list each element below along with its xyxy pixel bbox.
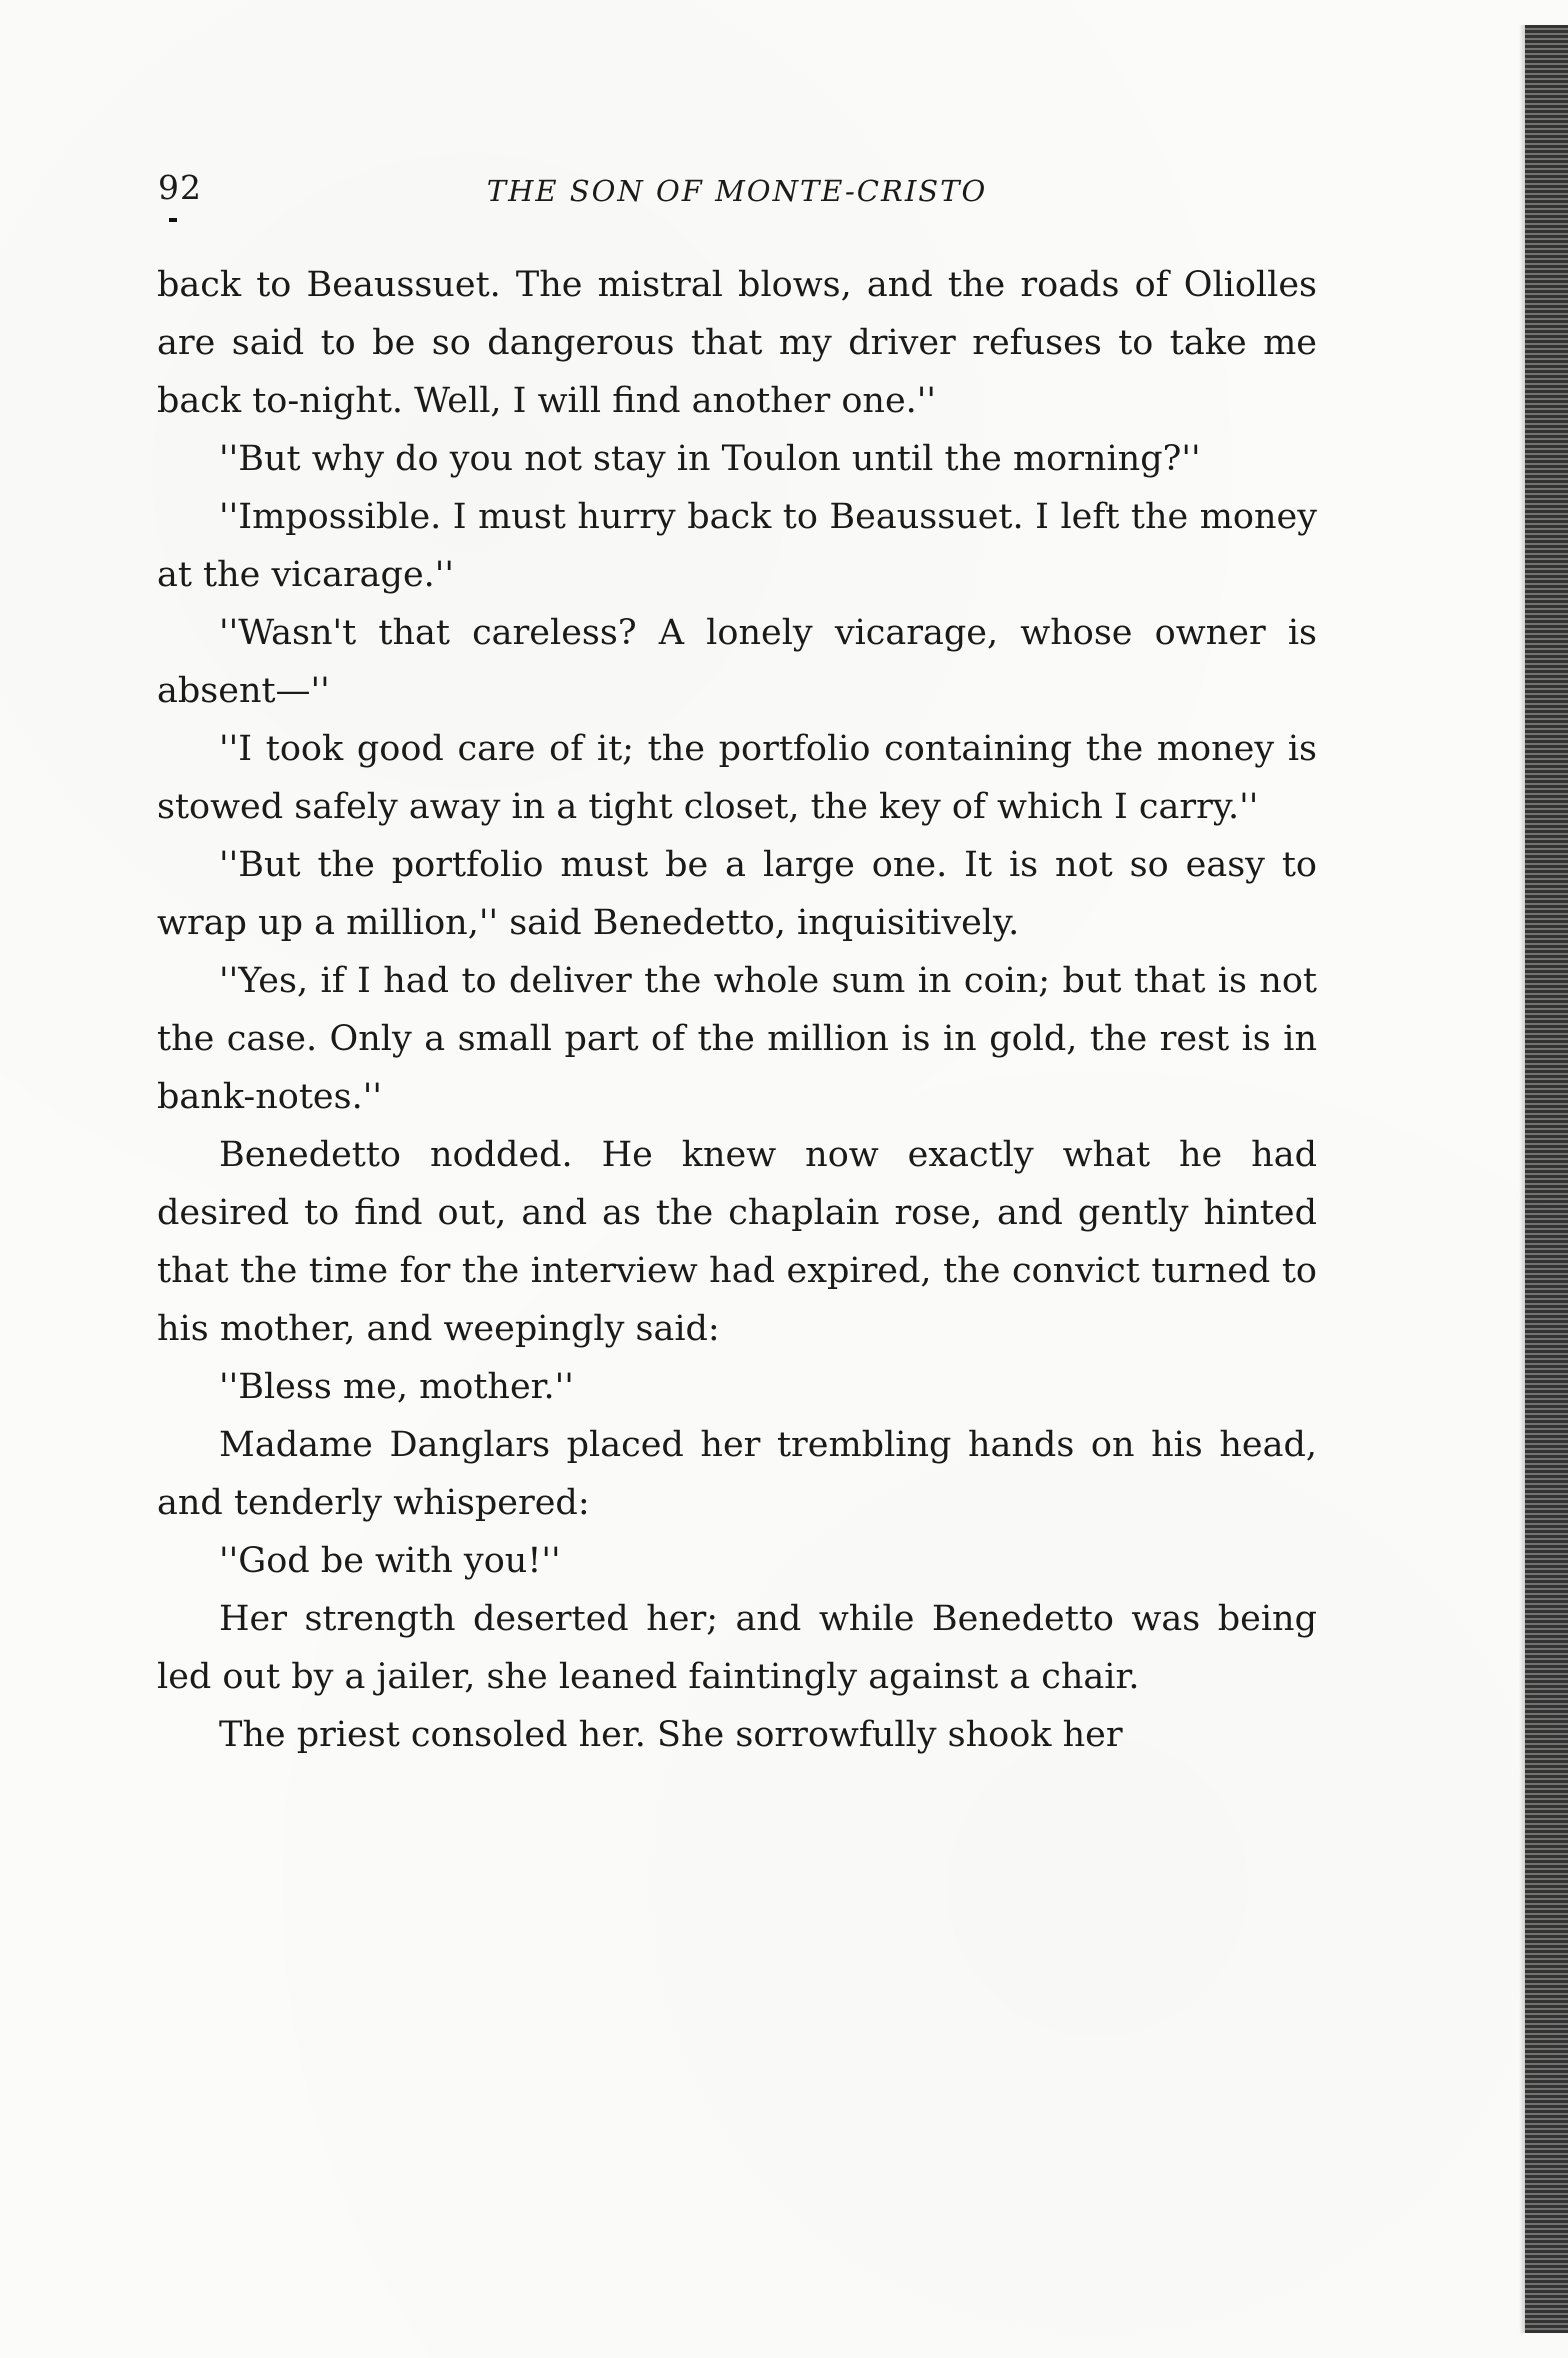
paragraph-12: Her strength deserted her; and while Benedetto was being led out by a jailer, she leaned faintingly against a chair. <box>157 1599 1317 1697</box>
paragraph-9: ''Bless me, mother.'' <box>219 1367 574 1407</box>
body-text <box>157 256 1317 1764</box>
paragraph-4: ''Wasn't that careless? A lonely vicarage, whose owner is absent—'' <box>157 613 1317 711</box>
page-number: 92 <box>158 168 202 207</box>
paragraph-5: ''I took good care of it; the portfolio containing the money is stowed safely away in a tight closet, the key of which I carry.'' <box>157 729 1317 827</box>
printing-mark <box>169 218 177 222</box>
paragraph-13: The priest consoled her. She sorrowfully shook her <box>219 1715 1123 1755</box>
page-header <box>158 168 1316 218</box>
paragraph-1: back to Beaussuet. The mistral blows, and the roads of Oliolles are said to be so dangerous that my driver refuses to take me back to-night. Well, I will find another one.'' <box>157 265 1317 421</box>
running-head: THE SON OF MONTE-CRISTO <box>486 174 988 208</box>
paragraph-7: ''Yes, if I had to deliver the whole sum in coin; but that is not the case. Only a small part of the million is in gold, the rest is in bank-notes.'' <box>157 961 1317 1117</box>
paragraph-6: ''But the portfolio must be a large one. It is not so easy to wrap up a million,'' said Benedetto, inquisitively. <box>157 845 1317 943</box>
paragraph-2: ''But why do you not stay in Toulon until the morning?'' <box>219 439 1201 479</box>
page-edge-shadow <box>1525 25 1568 2333</box>
paragraph-10: Madame Danglars placed her trembling hands on his head, and tenderly whispered: <box>157 1425 1317 1523</box>
paragraph-3: ''Impossible. I must hurry back to Beaussuet. I left the money at the vicarage.'' <box>157 497 1317 595</box>
paragraph-11: ''God be with you!'' <box>219 1541 561 1581</box>
paragraph-8: Benedetto nodded. He knew now exactly what he had desired to find out, and as the chaplain rose, and gently hinted that the time for the interview had expired, the convict turned to his mother, and weepingly said: <box>157 1135 1317 1349</box>
